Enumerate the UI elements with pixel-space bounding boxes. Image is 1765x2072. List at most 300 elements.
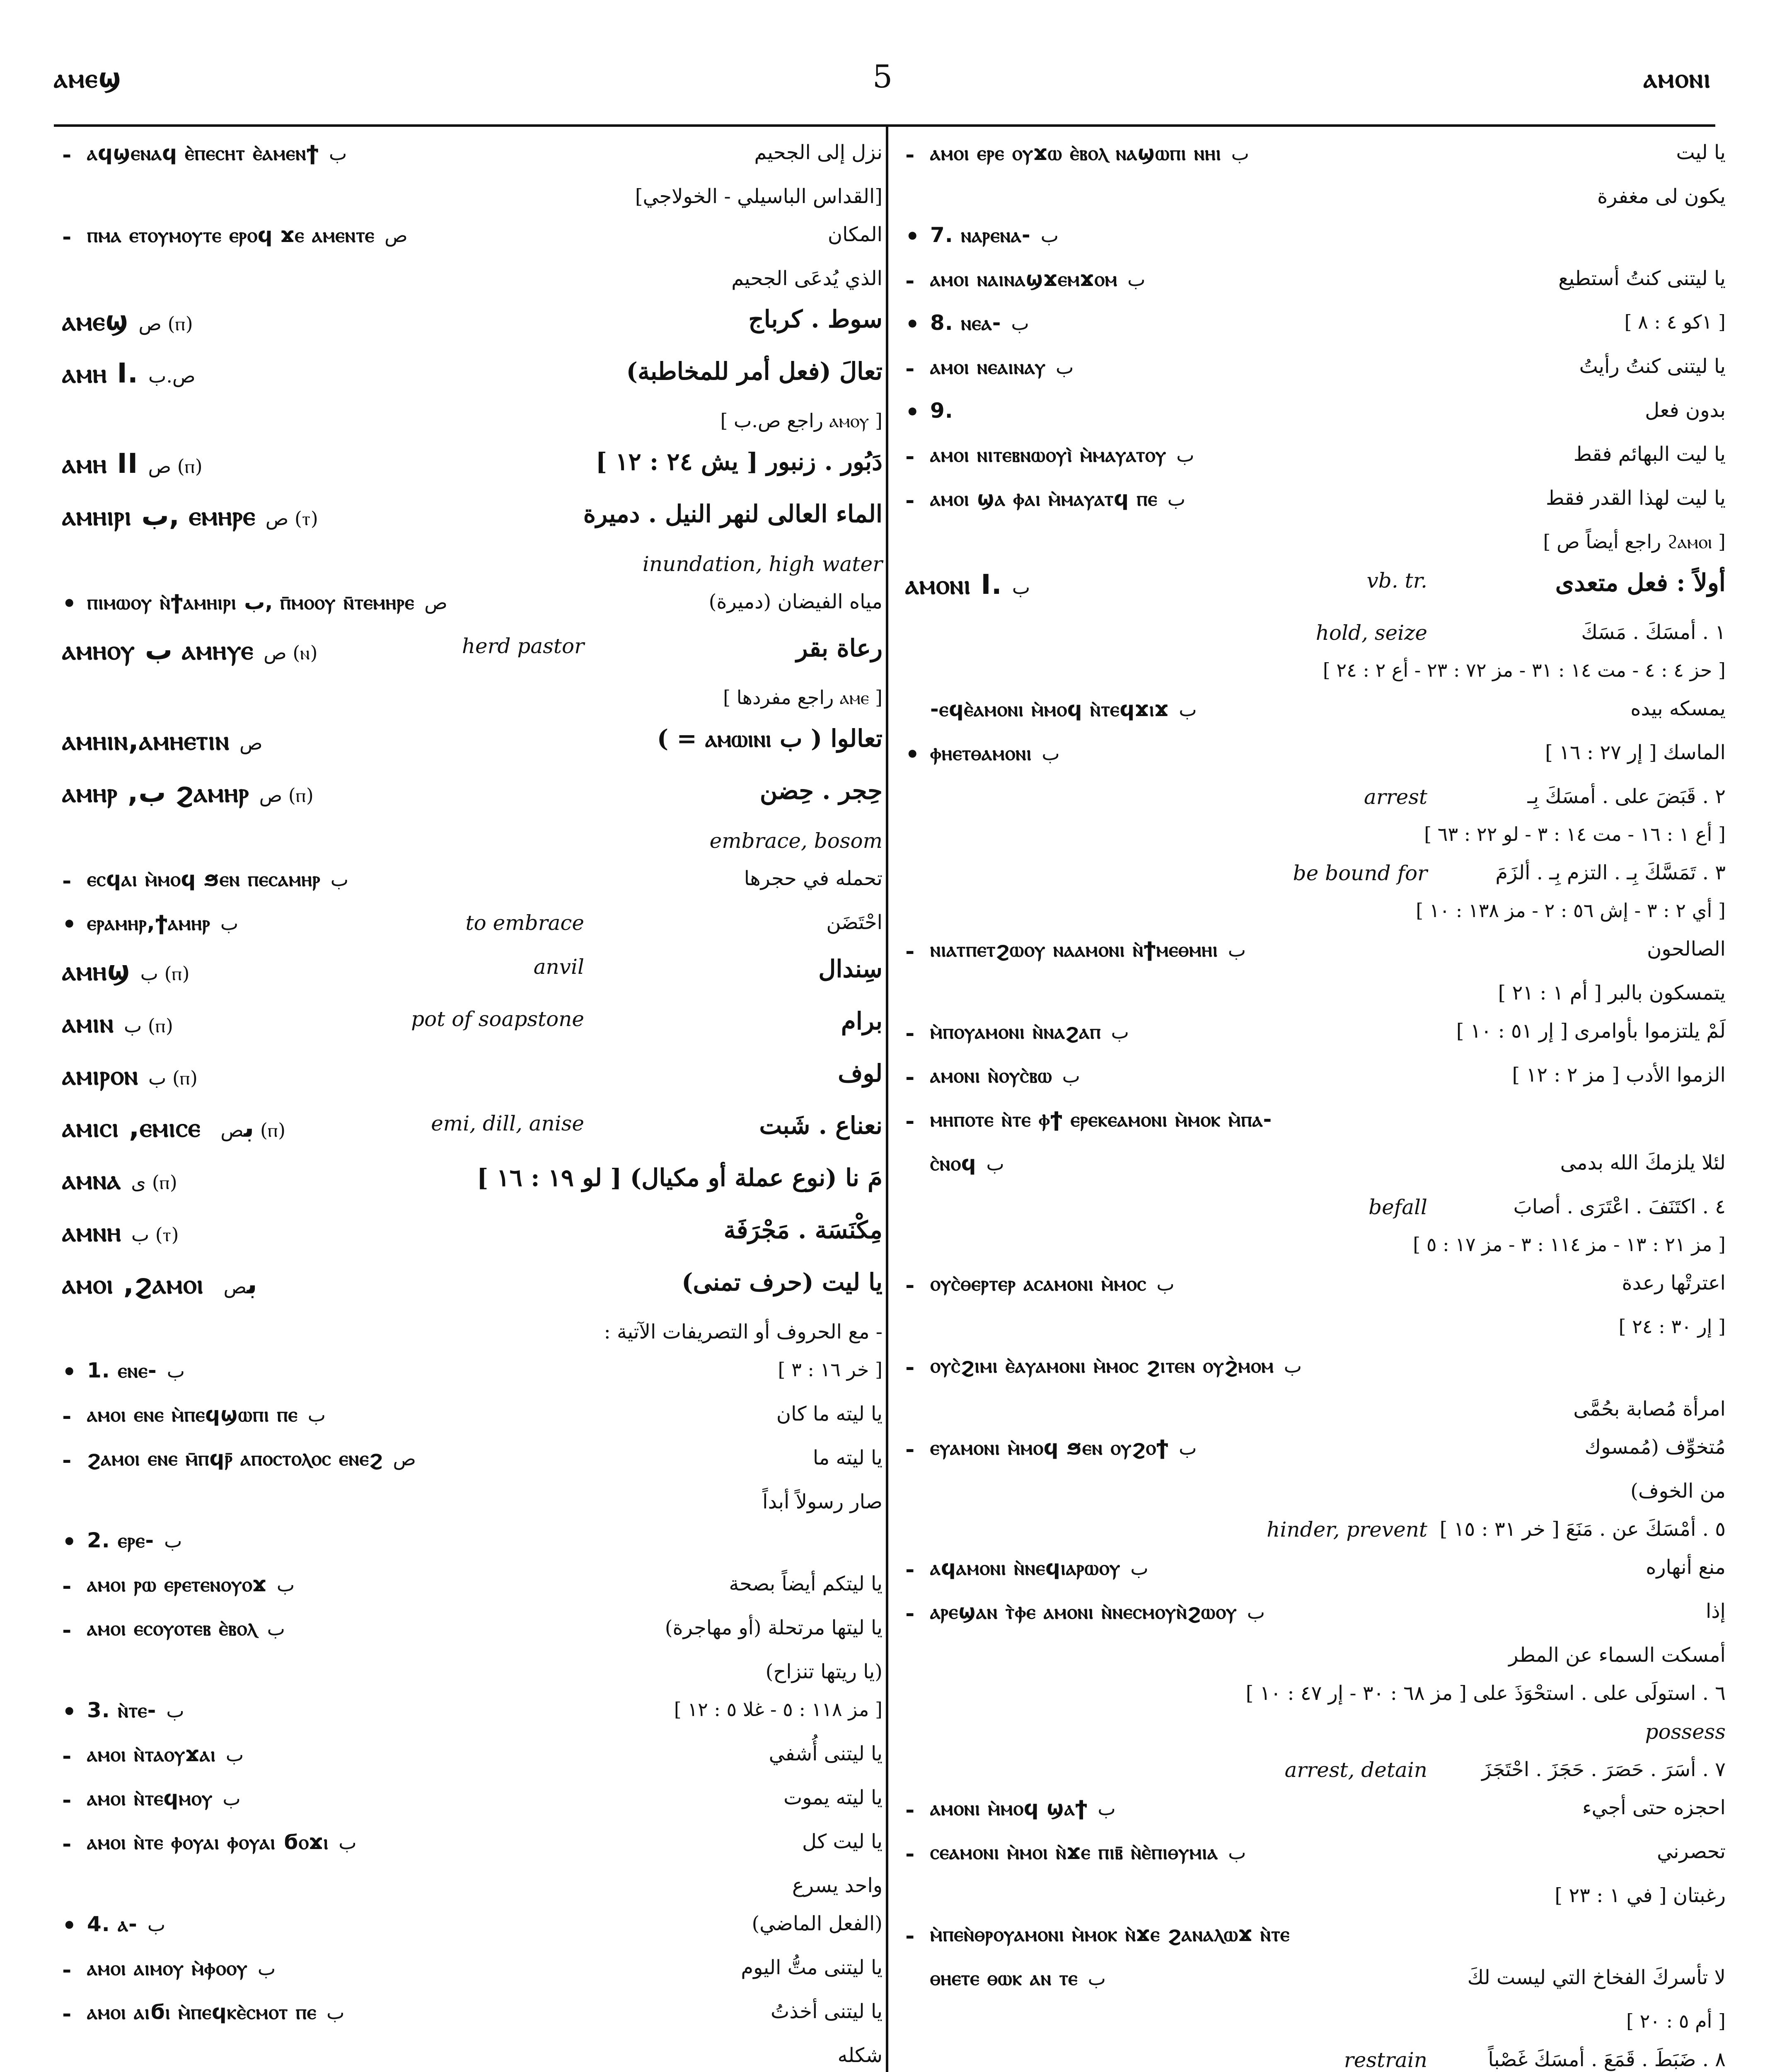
bullet-mark: • [62, 1912, 77, 1939]
reference: [ راجع ص.ب ⲁⲙⲟⲩ ] [720, 409, 882, 432]
entry-line [62, 1874, 882, 1912]
entry-line [905, 1720, 1726, 1758]
coptic-text: ⲙ̀ⲡⲟⲩⲁⲙⲟⲛⲓ ⲛ̀ⲛⲁϩⲁⲡ ب [930, 1019, 1129, 1043]
entry-line [905, 1479, 1726, 1518]
entry-line [62, 1660, 882, 1698]
coptic-text: ⲫⲏⲉⲧⲑⲁⲙⲟⲛⲓ ب [930, 741, 1060, 765]
coptic-text: -ⲉϥⲉ̀ⲁⲙⲟⲛⲓ ⲙ̀ⲙⲟϥ ⲛ̀ⲧⲉϥϫⲓϫ ب [930, 697, 1197, 721]
running-head-left: ⲁⲙⲉϣ [54, 62, 122, 94]
bullet-mark: • [62, 1528, 77, 1555]
entry-line [62, 686, 882, 724]
dialect-tag: ب [329, 142, 347, 165]
entry-line [62, 867, 882, 911]
arabic-gloss: اعترتْها رعدة [1622, 1271, 1726, 1295]
dialect-tag: ب [1098, 1797, 1116, 1820]
reference: [ أم ٥ : ٢٠ ] [1626, 2010, 1726, 2032]
reference: [ راجع أيضاً ص ϩⲁⲙⲟⲓ ] [1543, 530, 1726, 553]
bullet-mark: • [62, 1358, 77, 1385]
coptic-text: ⲡⲓⲙⲱⲟⲩ ⲛ̀ϯⲁⲙⲏⲓⲣⲓ ب, ⲡ̄ⲙⲟⲟⲩ ⲛ̄ⲧⲉⲙⲏⲣⲉ ص [87, 590, 447, 614]
coptic-text: ⲥⲉⲁⲙⲟⲛⲓ ⲙ̀ⲙⲟⲓ ⲛ̀ϫⲉ ⲡⲓⲃ̄ ⲛ̀ⲉ̀ⲡⲓⲑⲩⲙⲓⲁ ب [930, 1840, 1246, 1864]
reference: [ مز ١١٨ : ٥ - غلا ٥ : ١٢ ] [674, 1698, 882, 1721]
dialect-tag: ب [1111, 1021, 1129, 1043]
bullet-mark: - [905, 1063, 915, 1090]
bullet-mark: - [905, 1840, 915, 1866]
arabic-gloss: امرأة مُصابة بحُمَّى [1573, 1397, 1726, 1421]
coptic-text: ⲁⲣⲉϣⲁⲛ ⲧ̀ⲫⲉ ⲁⲙⲟⲛⲓ ⲛ̀ⲛⲉⲥⲙⲟⲩⲛ̀ϩⲱⲟⲩ ب [930, 1600, 1265, 1624]
english-gloss: hinder, prevent [1267, 1518, 1427, 1542]
arabic-gloss: يا ليتكم أيضاً بصحة [729, 1572, 882, 1595]
headword: ⲁⲙⲏⲟⲩ ب ⲁⲙⲏⲩⲉ ص (ⲛ) [62, 634, 318, 666]
reference: [ مز ٢١ : ١٣ - مز ١١٤ : ٣ - مز ١٧ : ٥ ] [1413, 1233, 1726, 1256]
coptic-text: ⲁⲙⲟⲓ ⲛⲉⲁⲓⲛⲁⲩ ب [930, 355, 1074, 379]
bullet-mark: - [905, 1796, 915, 1823]
arabic-gloss: ٧ . أسَرَ . حَصَرَ . حَجَزَ . احْتَجَزَ [1482, 1758, 1726, 1781]
coptic-text: ⲉⲣⲁⲙⲏⲣ,ϯⲁⲙⲏⲣ ب [87, 911, 239, 935]
headword: ⲁⲙⲏ I. ص.ب [62, 357, 196, 389]
entry-line [905, 1884, 1726, 1922]
bullet-mark: • [62, 590, 77, 617]
coptic-text: ⲙⲏⲡⲟⲧⲉ ⲛ̀ⲧⲉ ⲫϯ ⲉⲣⲉⲕⲉⲁⲙⲟⲛⲓ ⲙ̀ⲙⲟⲕ ⲙ̀ⲡⲁ- [930, 1107, 1272, 1131]
arabic-gloss: يا ليته ما كان [776, 1402, 882, 1426]
bullet-mark: - [62, 223, 72, 249]
arabic-gloss: (يا ريتها تنزاح) [765, 1660, 882, 1683]
entry-line [62, 1528, 882, 1572]
coptic-text: ⲁϥϣⲉⲛⲁϥ ⲉ̀ⲡⲉⲥⲏⲧ ⲉ̀ⲁⲙⲉⲛϯ ب [87, 141, 347, 165]
entry-line [62, 911, 882, 955]
bullet-mark: - [905, 355, 915, 381]
bullet-mark: - [905, 487, 915, 513]
entry-line [905, 1922, 1726, 1966]
entry-line [905, 659, 1726, 697]
coptic-text: ⲁⲙⲟⲓ ⲛ̀ⲧⲉ ⲫⲟⲩⲁⲓ ⲫⲟⲩⲁⲓ ϭⲟϫⲓ ب [87, 1830, 357, 1854]
arabic-gloss: إذا [1705, 1600, 1726, 1623]
arabic-gloss: ٣ . تَمَسَّكَ بِـ . التزم بِـ . ألزَمَ [1495, 861, 1726, 884]
entry-line [905, 861, 1726, 899]
coptic-text: ⲁⲙⲟⲓ ⲉⲥⲟⲩⲟⲧⲉⲃ ⲉ̀ⲃⲟⲗ ب [87, 1616, 285, 1640]
entry-line [62, 500, 882, 552]
entry-line [905, 185, 1726, 223]
entry-line [905, 1966, 1726, 2010]
bullet-mark: - [905, 1435, 915, 1462]
entry-line [905, 823, 1726, 861]
coptic-text: ⲁⲙⲟⲓ ⲛ̀ⲧⲁⲟⲩϫⲁⲓ ب [87, 1742, 244, 1766]
coptic-text: ⲁⲙⲟⲛⲓ ⲛ̀ⲟⲩⲥ̀ⲃⲱ ب [930, 1063, 1080, 1087]
dialect-tag: ص [384, 224, 408, 247]
entry-line [905, 1195, 1726, 1233]
arabic-gloss: رعاة بقر [796, 634, 882, 662]
coptic-text: ⲟⲩⲥ̀ϩⲓⲙⲓ ⲉ̀ⲁⲩⲁⲙⲟⲛⲓ ⲙ̀ⲙⲟⲥ ϩⲓⲧⲉⲛ ⲟⲩϩ̀ⲙⲟⲙ ب [930, 1353, 1302, 1377]
entry-line [905, 267, 1726, 311]
entry-line [905, 1233, 1726, 1271]
arabic-gloss: مُتخوِّف (مُمسوك [1584, 1435, 1726, 1459]
dialect-tag: ب [1040, 224, 1059, 247]
bullet-mark: - [62, 141, 72, 167]
dialect-tag: ب (ⲡ) [140, 962, 190, 985]
column-divider [886, 127, 888, 2072]
coptic-text: ⲁⲙⲟⲓ ⲉⲣⲉ ⲟⲩϫⲱ ⲉ̀ⲃⲟⲗ ⲛⲁϣⲱⲡⲓ ⲛⲏⲓ ب [930, 141, 1249, 165]
coptic-text: ⲛⲓⲁⲧⲡⲉⲧϩⲱⲟⲩ ⲛⲁⲁⲙⲟⲛⲓ ⲛ̀ϯⲙⲉⲑⲙⲏⲓ ب [930, 937, 1246, 961]
headword: ⲁⲙⲟⲓ ,ϩⲁⲙⲟⲓ بص [62, 1268, 257, 1300]
arabic-gloss: صار رسولاً أبداً [762, 1490, 882, 1513]
entry-line [905, 937, 1726, 981]
arabic-gloss: الزموا الأدب [ مز ٢ : ١٢ ] [1512, 1063, 1726, 1087]
headword: ⲁⲙⲏϣ ب (ⲡ) [62, 955, 190, 987]
entry-line [905, 569, 1726, 621]
entry-line [62, 634, 882, 686]
entry-line [62, 305, 882, 357]
arabic-gloss: نزل إلى الجحيم [754, 141, 882, 164]
entry-line [905, 1840, 1726, 1884]
arabic-gloss: ٦ . استولَى على . استحْوَذَ على [ مز ٦٨ : ٣٠ - إر ٤٧ : ١٠ ] [1245, 1682, 1726, 1705]
sub-label: 1. ⲉⲛⲉ- ب [87, 1358, 185, 1382]
coptic-text: ϩⲁⲙⲟⲓ ⲉⲛⲉ ⲙ̄ⲡϥⲣ̄ ⲁⲡⲟⲥⲧⲟⲗⲟⲥ ⲉⲛⲉϩ ص [87, 1446, 416, 1470]
dialect-tag: ب [167, 1360, 185, 1382]
dialect-tag: ب [1011, 312, 1029, 334]
dialect-tag: ب [147, 1913, 166, 1936]
arabic-gloss: الماسك [ إر ٢٧ : ١٦ ] [1545, 741, 1726, 764]
dialect-tag: ب [986, 1152, 1004, 1175]
arabic-gloss: نعناع . شَبت [759, 1111, 882, 1140]
entry-line [905, 1315, 1726, 1353]
coptic-text: ⲡⲙⲁ ⲉⲧⲟⲩⲙⲟⲩⲧⲉ ⲉⲣⲟϥ ϫⲉ ⲁⲙⲉⲛⲧⲉ ص [87, 223, 408, 247]
entry-line [62, 829, 882, 867]
arabic-gloss: مِكْنَسَة . مَجْرَفَة [723, 1216, 882, 1244]
dialect-tag: ب [1179, 1437, 1197, 1459]
arabic-gloss: (الفعل الماضي) [752, 1912, 882, 1935]
bullet-mark: - [62, 1830, 72, 1857]
dialect-tag: ص (ⲡ) [138, 312, 193, 335]
bullet-mark: - [905, 1922, 915, 1949]
arabic-gloss: دَبُور . زنبور [ يش ٢٤ : ١٢ ] [595, 448, 882, 476]
arabic-gloss: شكله [837, 2044, 882, 2067]
english-gloss: pot of soapstone [411, 1007, 584, 1031]
dialect-tag: ب [257, 1957, 276, 1980]
headword: ⲁⲙⲉϣ ص (ⲡ) [62, 305, 193, 337]
coptic-text: ⲁⲙⲟⲓ ⲉⲛⲉ ⲙ̀ⲡⲉϥϣⲱⲡⲓ ⲡⲉ ب [87, 1402, 326, 1426]
entry-line [905, 785, 1726, 823]
arabic-gloss: أمسكت السماء عن المطر [1509, 1644, 1726, 1667]
entry-line [62, 552, 882, 590]
entry-line [62, 1216, 882, 1268]
entry-line [62, 1007, 882, 1059]
entry-line [905, 1556, 1726, 1600]
bullet-mark: - [905, 937, 915, 964]
arabic-gloss: واحد يسرع [792, 1874, 882, 1897]
bullet-mark: - [905, 1271, 915, 1298]
bullet-mark: • [62, 911, 77, 937]
entry-line [905, 2048, 1726, 2072]
arabic-gloss: تحمله في حجرها [744, 867, 882, 890]
dialect-tag: ب [1127, 268, 1146, 290]
coptic-text: ⲙ̀ⲡⲉⲛ̀ⲑⲣⲟⲩⲁⲙⲟⲛⲓ ⲙ̀ⲙⲟⲕ ⲛ̀ϫⲉ ϩⲁⲛⲁⲗⲱϫ ⲛ̀ⲧⲉ [930, 1922, 1290, 1946]
dialect-tag: ب [1284, 1355, 1302, 1377]
headword: ⲁⲙⲏⲓⲣⲓ ب, ⲉⲙⲏⲣⲉ ص (ⲧ) [62, 500, 318, 532]
bullet-mark: - [62, 1446, 72, 1473]
arabic-gloss: احجزه حتى أجيء [1582, 1796, 1726, 1819]
sub-label: 7. ⲛⲁⲣⲉⲛⲁ- ب [930, 223, 1059, 247]
entry-line [905, 1063, 1726, 1107]
bullet-mark: - [62, 1742, 72, 1769]
entry-line [62, 357, 882, 409]
entry-line [62, 448, 882, 500]
bullet-mark: - [62, 1956, 72, 1982]
dialect-tag: ب [307, 1404, 326, 1426]
dialect-tag: ب [276, 1573, 295, 1596]
entry-line [62, 1698, 882, 1742]
dialect-tag: ب (ⲡ) [148, 1067, 198, 1089]
bullet-mark: • [905, 223, 920, 249]
bullet-mark: - [905, 443, 915, 469]
headword: ⲁⲙⲛⲁ ى (ⲡ) [62, 1164, 177, 1196]
dialect-tag: ب [326, 2001, 345, 2024]
dialect-tag: ص (ⲧ) [265, 507, 318, 530]
arabic-gloss: ٥ . أمْسَكَ عن . مَنَعَ [ خر ٣١ : ١٥ ] [1439, 1518, 1726, 1541]
headword: ⲁⲙⲏⲓⲛ,ⲁⲙⲏⲉⲧⲓⲛ ص [62, 724, 263, 756]
arabic-gloss: يكون لى مغفرة [1597, 185, 1726, 208]
arabic-gloss: لئلا يلزمكَ الله بدمى [1560, 1151, 1726, 1174]
entry-line [62, 1446, 882, 1490]
english-gloss: to embrace [465, 911, 584, 935]
english-gloss: befall [1368, 1195, 1427, 1219]
bullet-mark: - [62, 1786, 72, 1813]
arabic-gloss: لَمْ يلتزموا بأوامرى [ إر ٥١ : ١٠ ] [1456, 1019, 1726, 1043]
entry-line [905, 697, 1726, 741]
english-gloss: embrace, bosom [709, 829, 882, 853]
headword: ⲁⲙⲛⲏ ب (ⲧ) [62, 1216, 179, 1248]
entry-line [905, 487, 1726, 530]
entry-line [62, 185, 882, 223]
english-gloss: restrain [1344, 2048, 1427, 2072]
dialect-tag: ص.ب [148, 365, 196, 387]
english-gloss: emi, dill, anise [431, 1111, 584, 1135]
entry-line [905, 741, 1726, 785]
arabic-gloss: يا ليته يموت [783, 1786, 882, 1809]
dialect-tag: ص [424, 591, 447, 614]
entry-line [62, 1912, 882, 1956]
entry-line [62, 267, 882, 305]
arabic-gloss: يا ليت البهائم فقط [1573, 443, 1726, 466]
arabic-gloss: احْتَضَن [826, 911, 882, 934]
reference: [ أي ٢ : ٣ - إش ٥٦ : ٢ - مز ١٣٨ : ١٠ ] [1416, 899, 1726, 922]
sub-label: 8. ⲛⲉⲁ- ب [930, 311, 1029, 335]
dialect-tag: ب [1176, 444, 1194, 466]
coptic-text: ⲁⲙⲟⲓ ⲛⲓⲧⲉⲃⲛⲱⲟⲩⲓ̀ ⲙ̀ⲙⲁⲩⲁⲧⲟⲩ ب [930, 443, 1194, 467]
dialect-tag: ى (ⲡ) [131, 1171, 177, 1193]
dialect-tag: ب [1088, 1967, 1106, 1990]
arabic-gloss: من الخوف) [1630, 1479, 1726, 1503]
entry-line [905, 1796, 1726, 1840]
dialect-tag: ب [1156, 1273, 1175, 1295]
dialect-tag: ب [1228, 1841, 1246, 1864]
arabic-gloss: الذي يُدعَى الجحيم [731, 267, 882, 290]
entry-line [905, 1600, 1726, 1644]
dialect-tag: ب [1062, 1065, 1080, 1087]
arabic-gloss: يا ليتنى متُّ اليوم [741, 1956, 882, 1979]
arabic-gloss: يا ليتها مرتحلة (أو مهاجرة) [665, 1616, 882, 1639]
entry-line [905, 1397, 1726, 1435]
bullet-mark: - [905, 141, 915, 167]
coptic-text: ⲁⲙⲟⲓ ⲣⲱ ⲉⲣⲉⲧⲉⲛⲟⲩⲟϫ ب [87, 1572, 295, 1596]
entry-line [62, 2000, 882, 2044]
dialect-tag: ب [1179, 698, 1197, 721]
coptic-text: ⲥ̀ⲛⲟϥ ب [930, 1151, 1004, 1175]
coptic-text: ⲁⲙⲟⲓ ⲛ̀ⲧⲉϥⲙⲟⲩ ب [87, 1786, 241, 1810]
arabic-gloss: [القداس الباسيلي - الخولاجي] [635, 185, 882, 208]
dialect-tag: ب [1056, 356, 1074, 378]
reference: [ إر ٣٠ : ٢٤ ] [1618, 1315, 1726, 1338]
entry-line [905, 1435, 1726, 1479]
coptic-text: ⲁⲙⲟⲓ ⲛⲁⲓⲛⲁϣϫⲉⲙϫⲟⲙ ب [930, 267, 1146, 291]
bullet-mark: • [905, 399, 920, 425]
entry-line [62, 1956, 882, 2000]
entry-line [62, 777, 882, 829]
dialect-tag: ب [1167, 488, 1186, 510]
english-gloss: arrest [1364, 785, 1427, 809]
entry-line [905, 899, 1726, 937]
headword: ⲁⲙⲏⲣ ,ب ϩⲁⲙⲏⲣ ص (ⲡ) [62, 777, 314, 808]
arabic-gloss: مياه الفيضان (دميرة) [708, 590, 882, 613]
entry-line [905, 621, 1726, 659]
dialect-tag: ب (ⲧ) [131, 1223, 179, 1246]
arabic-gloss: يا ليت (حرف تمنى) [682, 1268, 882, 1296]
coptic-text: ⲑⲏⲉⲧⲉ ⲑⲱⲕ ⲁⲛ ⲧⲉ ب [930, 1966, 1106, 1990]
entry-line [905, 1682, 1726, 1720]
bullet-mark: - [905, 1019, 915, 1046]
headword: ⲁⲙⲓⲣⲟⲛ ب (ⲡ) [62, 1059, 198, 1091]
english-gloss: possess [1645, 1720, 1726, 1744]
bullet-mark: • [62, 1698, 77, 1725]
bullet-mark: - [905, 1556, 915, 1582]
english-gloss: anvil [533, 955, 584, 979]
arabic-gloss: رغبتان [ في ١ : ٢٣ ] [1555, 1884, 1726, 1907]
coptic-text: ⲉⲥϥⲁⲓ ⲙ̀ⲙⲟϥ ϧⲉⲛ ⲡⲉⲥⲁⲙⲏⲣ ب [87, 867, 349, 891]
arabic-gloss: يا ليتنى كنتُ أستطيع [1558, 267, 1726, 290]
entry-line [905, 443, 1726, 487]
reference: [ راجع مفردها ⲁⲙⲉ ] [723, 686, 882, 709]
coptic-text: ⲁⲙⲟⲓ ⲁⲓⲙⲟⲩ ⲙ̀ⲫⲟⲟⲩ ب [87, 1956, 276, 1980]
arabic-gloss: الصالحون [1647, 937, 1726, 961]
bullet-mark: - [905, 1353, 915, 1380]
english-gloss: be bound for [1293, 861, 1427, 885]
english-gloss: arrest, detain [1284, 1758, 1427, 1782]
headword: ⲁⲙⲏ II ص (ⲡ) [62, 448, 203, 479]
bullet-mark: - [62, 1616, 72, 1643]
dialect-tag: ص (ⲛ) [264, 641, 318, 664]
entry-line [905, 223, 1726, 267]
arabic-gloss: برام [841, 1007, 882, 1035]
arabic-gloss: الماء العالى لنهر النيل . دميرة [583, 500, 882, 528]
arabic-gloss: - مع الحروف أو التصريفات الآتية : [604, 1320, 882, 1343]
entry-line [62, 1111, 882, 1164]
entry-line [905, 981, 1726, 1019]
arabic-gloss: يتمسكون بالبر [ أم ١ : ٢١ ] [1498, 981, 1726, 1005]
arabic-gloss: منع أنهاره [1646, 1556, 1726, 1579]
coptic-text: ⲁϥⲁⲙⲟⲛⲓ ⲛ̀ⲛⲉϥⲓⲁⲣⲱⲟⲩ ب [930, 1556, 1148, 1580]
dialect-tag: ب [164, 1530, 182, 1552]
english-gloss: inundation, high water [642, 552, 882, 576]
dialect-tag: ب [267, 1617, 285, 1640]
entry-line [905, 355, 1726, 399]
coptic-text: ⲟⲩⲥ̀ⲑⲉⲣⲧⲉⲣ ⲁⲥⲁⲙⲟⲛⲓ ⲙ̀ⲙⲟⲥ ب [930, 1271, 1175, 1295]
arabic-gloss: يا ليتنى كنتُ رأيتُ [1579, 355, 1726, 378]
coptic-text: ⲁⲙⲟⲓ ⲁⲓϭⲓ ⲙ̀ⲡⲉϥⲕⲉ̀ⲥⲙⲟⲧ ⲡⲉ ب [87, 2000, 345, 2024]
sub-label: 2. ⲉⲣⲉ- ب [87, 1528, 182, 1552]
arabic-gloss: ٨ . ضَبَطَ . قَمَعَ . أمسَكَ غَصْباً [1488, 2048, 1726, 2071]
entry-line [62, 1616, 882, 1660]
left-column [62, 141, 882, 2072]
entry-line [905, 1518, 1726, 1556]
arabic-gloss: يمسكه بيده [1630, 697, 1726, 720]
arabic-gloss: بدون فعل [1645, 399, 1726, 422]
arabic-gloss: سوط . كرباج [748, 305, 882, 333]
entry-line [62, 141, 882, 185]
page-header [54, 58, 1711, 128]
arabic-gloss: أولاً : فعل متعدى [1555, 569, 1726, 597]
arabic-gloss: حِجر . حِضن [759, 777, 882, 805]
running-head-right: ⲁⲙⲟⲛⲓ [1643, 62, 1711, 94]
reference: [ خر ١٦ : ٣ ] [778, 1358, 882, 1381]
arabic-gloss: تعالوا ( ب ⲁⲙⲱⲓⲛⲓ = ) [657, 724, 882, 753]
dialect-tag: ص (ⲡ) [259, 784, 314, 806]
arabic-gloss: ٤ . اكتَنَفَ . اعْتَرَى . أصابَ [1513, 1195, 1726, 1218]
dialect-tag: ب [1012, 576, 1030, 598]
entry-line [62, 1358, 882, 1402]
arabic-gloss: ١ . أمسَكَ . مَسَكَ [1581, 621, 1726, 644]
dialect-tag: ب [166, 1699, 184, 1722]
arabic-gloss: يا ليت لهذا القدر فقط [1546, 487, 1726, 510]
coptic-text: ⲁⲙⲟⲓ ϣⲁ ⲫⲁⲓ ⲙ̀ⲙⲁⲩⲁⲧϥ ⲡⲉ ب [930, 487, 1186, 511]
entry-line [905, 311, 1726, 355]
headword: ⲁⲙⲓⲛ ب (ⲡ) [62, 1007, 173, 1039]
bullet-mark: • [905, 741, 920, 767]
entry-line [62, 1268, 882, 1320]
arabic-gloss: لا تأسركَ الفخاخ التي ليست لكَ [1467, 1966, 1726, 1989]
coptic-text: ⲉⲩⲁⲙⲟⲛⲓ ⲙ̀ⲙⲟϥ ϧⲉⲛ ⲟⲩϩⲟϯ ب [930, 1435, 1197, 1460]
header-rule [54, 124, 1715, 127]
dialect-tag: ب [1042, 742, 1060, 765]
entry-line [905, 1644, 1726, 1682]
dialect-tag: ص [239, 732, 263, 754]
dialect-tag: ص [393, 1447, 416, 1470]
entry-line [62, 1320, 882, 1358]
dialect-tag: ب [220, 912, 239, 934]
entry-line [62, 1164, 882, 1216]
dialect-tag: ب [1231, 142, 1249, 165]
dialect-tag: ص (ⲡ) [148, 455, 203, 477]
arabic-gloss: ٢ . قَبَضَ على . أمسَكَ بِـ [1527, 785, 1726, 808]
arabic-gloss: سِندال [818, 955, 882, 983]
bullet-mark: - [62, 2000, 72, 2026]
reference: [ ١كو ٤ : ٨ ] [1624, 311, 1726, 333]
entry-line [62, 1742, 882, 1786]
sub-label: 3. ⲛ̀ⲧⲉ- ب [87, 1698, 184, 1722]
bullet-mark: • [905, 311, 920, 337]
entry-line [905, 1353, 1726, 1397]
dialect-tag: ب [330, 868, 349, 891]
entry-line [905, 1758, 1726, 1796]
arabic-gloss: يا ليتنى أُشفي [769, 1742, 882, 1765]
reference: [ أع ١ : ١٦ - مت ١٤ : ٣ - لو ٢٢ : ٦٣ ] [1424, 823, 1726, 845]
entry-line [905, 1271, 1726, 1315]
dialect-tag: ب [1130, 1557, 1148, 1579]
entry-line [62, 409, 882, 448]
entry-line [62, 955, 882, 1007]
english-gloss: herd pastor [462, 634, 584, 658]
bullet-mark: - [905, 267, 915, 293]
reference: [ حز ٤ : ٤ - مت ١٤ : ٣١ - مز ٧٢ : ٢٣ - أع ٢ : ٢٤ ] [1323, 659, 1726, 681]
bullet-mark: - [905, 1600, 915, 1626]
arabic-gloss: المكان [827, 223, 882, 246]
